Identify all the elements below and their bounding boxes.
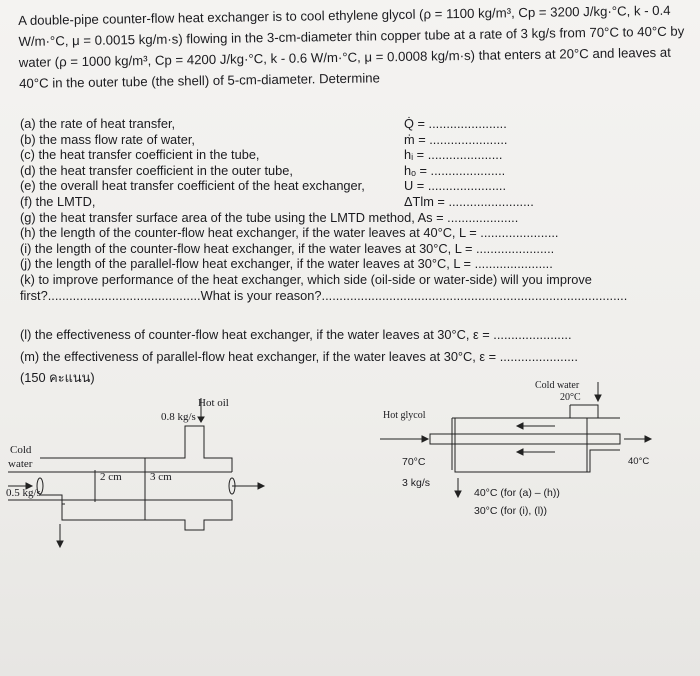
- outer-diameter-label: 3 cm: [150, 471, 172, 483]
- right-inner-tube: [430, 434, 620, 444]
- oil-rate-label: 0.8 kg/s: [161, 411, 196, 423]
- oil-inlet-arrowhead: [198, 417, 204, 422]
- water-inlet-temp: 20°C: [560, 392, 581, 403]
- question-c: (c) the heat transfer coefficient in the tube, hᵢ = .....................: [20, 147, 503, 163]
- answer-blank-a: Q̇ = ......................: [404, 116, 507, 131]
- cold-water-label: Cold water: [535, 380, 580, 391]
- left-shell-outline: [40, 426, 232, 530]
- inner-diameter-label: 2 cm: [100, 471, 122, 483]
- water-outlet-temp-2: 30°C (for (i), (l)): [474, 505, 548, 517]
- question-l: (l) the effectiveness of counter-flow heat exchanger, if the water leaves at 30°C, ε = ......................: [20, 327, 572, 342]
- question-h: (h) the length of the counter-flow heat exchanger, if the water leaves at 40°C, L = ......................: [20, 225, 559, 241]
- question-g: (g) the heat transfer surface area of the tube using the LMTD method, As = ....................: [20, 209, 519, 225]
- question-e: (e) the overall heat transfer coefficient of the heat exchanger, U = ......................: [20, 178, 507, 194]
- intro-line-3: water (ρ = 1000 kg/m³, Cp = 4200 J/kg·°C, k - 0.6 W/m·°C, μ = 0.0008 kg/m·s) that enters at 20°C and leaves at: [18, 44, 671, 70]
- question-d: (d) the heat transfer coefficient in the outer tube, hₒ = .....................: [20, 162, 506, 178]
- question-f: (f) the LMTD, ΔTlm = ........................: [20, 193, 534, 209]
- water-label: water: [8, 458, 33, 470]
- question-j: (j) the length of the parallel-flow heat exchanger, if the water leaves at 30°C, L = ......................: [20, 256, 553, 272]
- water-rate-label: 0.5 kg/s: [6, 487, 41, 499]
- hot-oil-label: Hot oil: [198, 397, 229, 409]
- question-b: (b) the mass flow rate of water, ṁ = ......................: [20, 131, 508, 147]
- points-note: (150 คะแนน): [20, 370, 95, 385]
- question-k: (k) to improve performance of the heat exchanger, which side (oil-side or water-side) will you improve: [20, 271, 592, 287]
- hot-glycol-label: Hot glycol: [383, 410, 426, 421]
- glycol-temp-label: 70°C: [402, 456, 426, 468]
- cold-label: Cold: [10, 444, 32, 456]
- answer-blank-d: hₒ = .....................: [404, 162, 506, 178]
- right-outer-end: [570, 405, 620, 472]
- answer-blank-b: ṁ = ......................: [404, 131, 508, 147]
- question-a: (a) the rate of heat transfer, Q̇ = ......................: [20, 116, 507, 131]
- question-m: (m) the effectiveness of parallel-flow heat exchanger, if the water leaves at 30°C, ε = ......................: [20, 348, 578, 364]
- question-i: (i) the length of the counter-flow heat exchanger, if the water leaves at 30°C, L = ......................: [20, 240, 555, 256]
- intro-line-1: A double-pipe counter-flow heat exchanger is to cool ethylene glycol (ρ = 1100 kg/m³, Cp = 3200 J/kg·°C, k - 0.4: [18, 2, 671, 28]
- answer-blank-c: hᵢ = .....................: [404, 147, 503, 163]
- intro-line-4: 40°C in the outer tube (the shell) of 5-cm-diameter. Determine: [19, 70, 381, 91]
- answer-blank-e: U = ......................: [404, 178, 507, 194]
- answer-blank-f: ΔTlm = ........................: [404, 193, 534, 209]
- water-outlet-temp-1: 40°C (for (a) – (h)): [474, 487, 560, 499]
- glycol-outlet-temp: 40°C: [628, 456, 650, 467]
- intro-line-2: W/m·°C, μ = 0.0015 kg/m·s) flowing in the 3-cm-diameter thin copper tube at a rate of 3 kg/s from 70°C to 40°C by: [18, 23, 685, 49]
- glycol-rate-label: 3 kg/s: [402, 477, 431, 489]
- question-k-continued: first?...........................................What is your reason?......................................................................................: [20, 287, 628, 303]
